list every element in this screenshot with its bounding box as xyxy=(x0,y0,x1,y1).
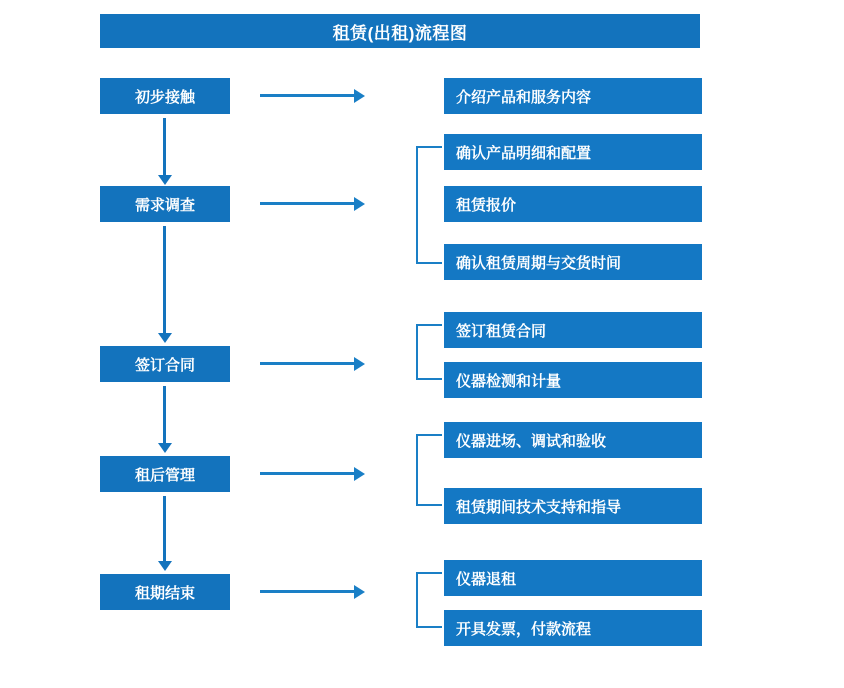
detail-box-6[interactable]: 仪器检测和计量 xyxy=(444,362,702,398)
group-bracket-4 xyxy=(416,572,442,628)
stage-box-1[interactable]: 初步接触 xyxy=(100,78,230,114)
detail-box-3[interactable]: 租赁报价 xyxy=(444,186,702,222)
detail-box-8[interactable]: 租赁期间技术支持和指导 xyxy=(444,488,702,524)
page-title: 租赁(出租)流程图 xyxy=(100,14,700,48)
vertical-arrow-3 xyxy=(163,386,166,444)
detail-box-5[interactable]: 签订租赁合同 xyxy=(444,312,702,348)
group-bracket-2 xyxy=(416,324,442,380)
detail-box-2[interactable]: 确认产品明细和配置 xyxy=(444,134,702,170)
detail-box-4[interactable]: 确认租赁周期与交货时间 xyxy=(444,244,702,280)
stage-box-2[interactable]: 需求调查 xyxy=(100,186,230,222)
horizontal-arrow-1 xyxy=(260,94,355,97)
group-bracket-3 xyxy=(416,434,442,506)
detail-box-10[interactable]: 开具发票，付款流程 xyxy=(444,610,702,646)
horizontal-arrow-3 xyxy=(260,362,355,365)
detail-box-7[interactable]: 仪器进场、调试和验收 xyxy=(444,422,702,458)
stage-box-3[interactable]: 签订合同 xyxy=(100,346,230,382)
detail-box-1[interactable]: 介绍产品和服务内容 xyxy=(444,78,702,114)
stage-box-4[interactable]: 租后管理 xyxy=(100,456,230,492)
horizontal-arrow-2 xyxy=(260,202,355,205)
stage-box-5[interactable]: 租期结束 xyxy=(100,574,230,610)
vertical-arrow-2 xyxy=(163,226,166,334)
detail-box-9[interactable]: 仪器退租 xyxy=(444,560,702,596)
horizontal-arrow-4 xyxy=(260,472,355,475)
vertical-arrow-4 xyxy=(163,496,166,562)
group-bracket-1 xyxy=(416,146,442,264)
horizontal-arrow-5 xyxy=(260,590,355,593)
vertical-arrow-1 xyxy=(163,118,166,176)
